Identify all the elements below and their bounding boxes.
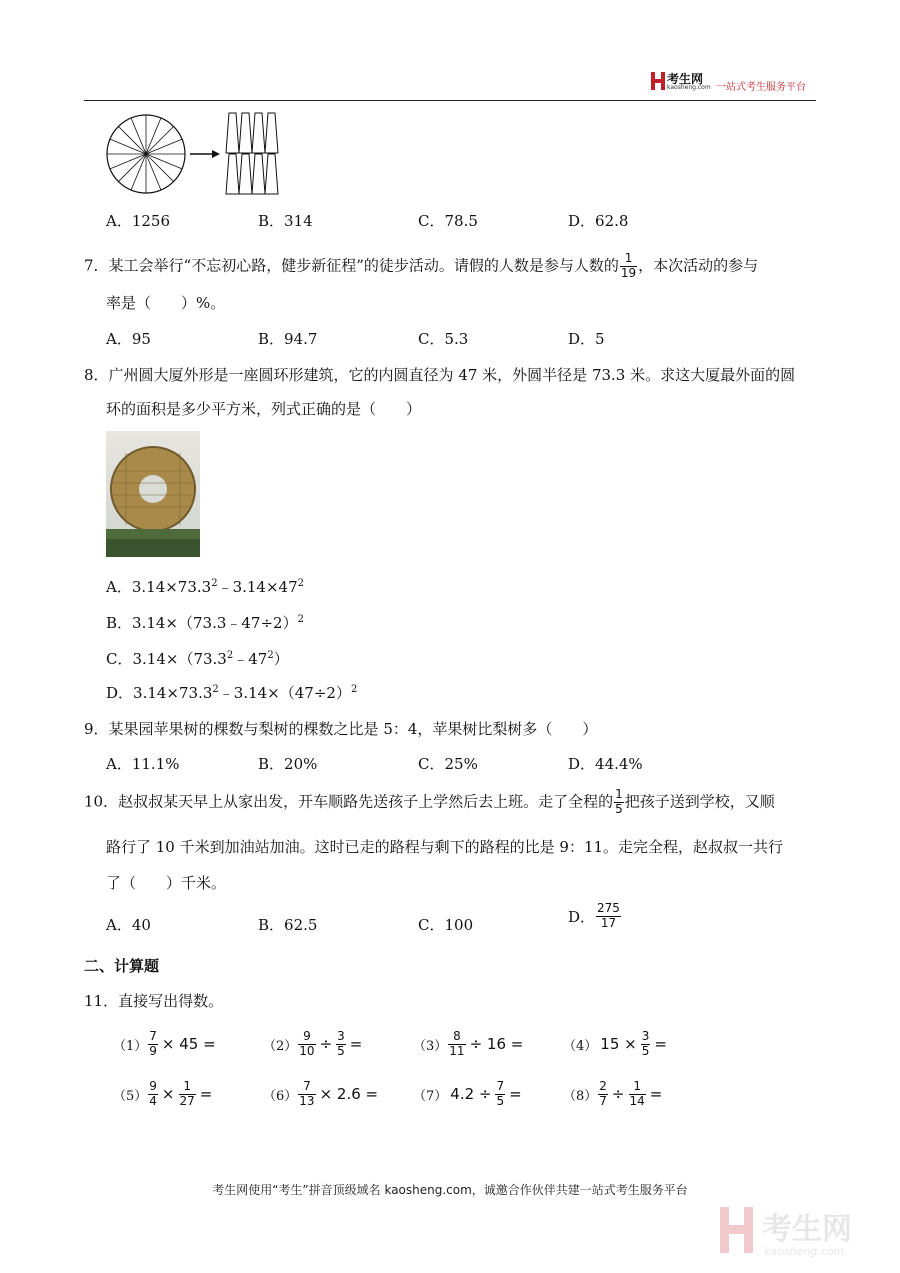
arrow-head-icon (212, 150, 220, 158)
q11-expression-7: （7） 4.2 ÷ $\frac{7}{5}$ = (413, 1079, 522, 1108)
q10-option-b: B．62.5 (258, 916, 318, 934)
q10-option-c: C．100 (418, 916, 474, 934)
fraction: $\frac{3}{5}$ (337, 1029, 345, 1058)
q6-option-b: B．314 (258, 212, 313, 230)
q9-question: 9．某果园苹果树的棵数与梨树的棵数之比是 5：4，苹果树比梨树多（ ） (84, 720, 598, 738)
q7-option-b: B．94.7 (258, 330, 318, 348)
header-slogan: 一站式考生服务平台 (716, 82, 806, 93)
watermark-logo-icon (720, 1207, 753, 1253)
header-brand: 考生网 (667, 72, 704, 86)
kaosheng-logo-icon (651, 72, 665, 90)
q11-expression-3: （3） $\frac{8}{11}$ ÷ 16 = (413, 1029, 524, 1058)
q8-option-c: C．$3.14\times(73.3^2﹣47^2)$ (106, 650, 289, 668)
q8-line1: 8．广州圆大厦外形是一座圆环形建筑，它的内圆直径为 47 米，外圆半径是 73.3 米。求这大厦最外面的圆 (84, 366, 796, 384)
q10-option-d: D． $\frac{275}{17}$ (568, 901, 620, 930)
q7-question (84, 252, 758, 281)
fraction: $\frac{8}{11}$ (449, 1029, 465, 1058)
fraction: $\frac{3}{5}$ (641, 1029, 650, 1058)
q11-expression-6: （6） $\frac{7}{13}$ × 2.6 = (263, 1079, 379, 1108)
q11-expression-5: （5） $\frac{9}{4}$ × $\frac{1}{27}$ = (113, 1079, 213, 1108)
sector-piece (239, 154, 252, 194)
q6-option-c: C．78.5 (418, 212, 478, 230)
q6-option-d: D．62.8 (568, 212, 629, 230)
q8-option-d: D．$3.14\times 73.3^2﹣3.14\times(47\div 2)^2$ (106, 684, 358, 702)
q7-option-c: C．5.3 (418, 330, 469, 348)
fraction: $\frac{7}{9}$ (149, 1029, 157, 1058)
fraction: $\frac{9}{10}$ (299, 1029, 315, 1058)
header-divider (84, 100, 816, 101)
q7-line2: 率是（ ）%。 (106, 294, 226, 312)
section-title: 二、计算题 (84, 957, 160, 975)
sector-piece (239, 113, 252, 153)
sector-piece (265, 154, 278, 194)
q11-expression-8: （8） $\frac{2}{7}$ ÷ $\frac{1}{14}$ = (563, 1079, 663, 1108)
q10-text-a: 10．赵叔叔某天早上从家出发，开车顺路先送孩子上学然后去上班。走了全程的 (84, 792, 614, 811)
header-brand-sub: kaosheng.com (667, 84, 711, 91)
watermark-logo (718, 1203, 878, 1263)
q9-option-d: D．44.4% (568, 755, 643, 773)
q10-line3: 了（ ）千米。 (106, 874, 227, 892)
sector-piece (226, 113, 239, 153)
q10-option-a: A．40 (106, 916, 151, 934)
fraction: $\frac{2}{7}$ (599, 1079, 607, 1108)
watermark-sub: kaosheng.com (764, 1245, 845, 1258)
sector-piece (252, 154, 265, 194)
fraction: $\frac{1}{14}$ (629, 1079, 645, 1108)
q9-option-b: B．20% (258, 755, 318, 773)
q8-option-b: B．3.14×（73.3﹣47÷2）$^2$ (106, 614, 304, 632)
q10-fraction: $\frac{1}{5}$ (615, 787, 623, 816)
fraction: $\frac{1}{27}$ (179, 1079, 195, 1108)
fraction: $\frac{7}{5}$ (496, 1079, 505, 1108)
q8-option-a: A．$3.14\times 73.3^2﹣3.14\times 47^2$ (106, 578, 305, 596)
q8-line2: 环的面积是多少平方米，列式正确的是（ ） (106, 400, 422, 418)
q10-question (84, 788, 775, 817)
q10-line2: 路行了 10 千米到加油站加油。这时已走的路程与剩下的路程的比是 9：11。走完全程，赵叔叔一共行 (106, 838, 784, 856)
sector-piece (252, 113, 265, 153)
guangzhou-circle-building-photo (106, 431, 200, 557)
sector-piece (265, 113, 278, 153)
q7-text-b: ，本次活动的参与 (638, 256, 759, 275)
footer-text: 考生网使用“考生”拼音顶级域名 kaosheng.com，诚邀合作伙伴共建一站式考生服务平台 (212, 1183, 688, 1197)
q7-text-a: 7．某工会举行“不忘初心路，健步新征程”的徒步活动。请假的人数是参与人数的 (84, 256, 619, 275)
fraction: $\frac{7}{13}$ (299, 1079, 315, 1108)
q9-option-a: A．11.1% (106, 755, 180, 773)
q11-title: 11．直接写出得数。 (84, 992, 224, 1010)
q10-option-d-fraction: $\frac{275}{17}$ (597, 901, 620, 930)
q7-option-d: D．5 (568, 330, 605, 348)
sliced-circle-diagram (107, 115, 185, 193)
q11-expression-1: （1） $\frac{7}{9}$ × 45 = (113, 1029, 216, 1058)
fraction: $\frac{9}{4}$ (149, 1079, 157, 1108)
q9-option-c: C．25% (418, 755, 478, 773)
q6-option-a: A．1256 (106, 212, 171, 230)
circle-to-triangles-figure (104, 110, 294, 198)
q11-expression-4: （4） 15 × $\frac{3}{5}$ = (563, 1029, 667, 1058)
sector-piece (226, 154, 239, 194)
q11-expression-2: （2） $\frac{9}{10}$ ÷ $\frac{3}{5}$ = (263, 1029, 363, 1058)
rearranged-sectors-diagram (226, 113, 278, 194)
watermark-text: 考生网 (762, 1212, 852, 1247)
q10-text-b: 把孩子送到学校，又顺 (624, 792, 775, 811)
q7-option-a: A．95 (106, 330, 151, 348)
q7-fraction: $\frac{1}{19}$ (620, 251, 637, 280)
